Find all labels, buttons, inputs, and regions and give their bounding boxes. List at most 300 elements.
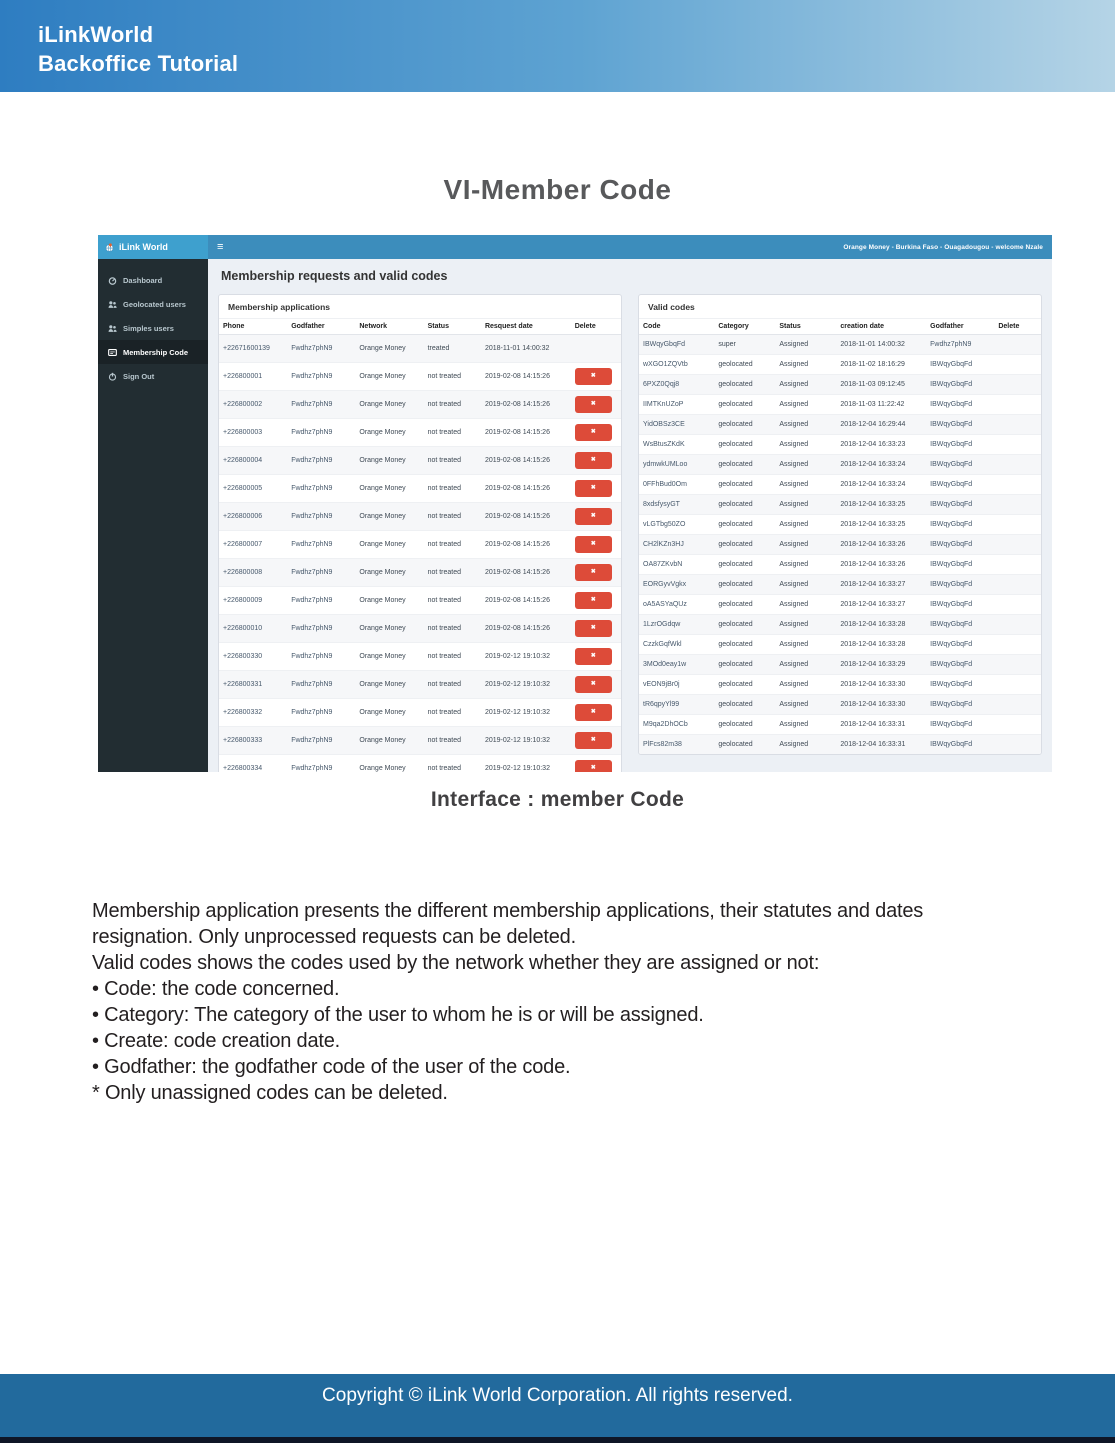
- cell-category: geolocated: [714, 515, 775, 535]
- delete-cell: [571, 363, 621, 391]
- cell-code: 8xdsfysyGT: [639, 495, 714, 515]
- table-row: [639, 355, 1041, 375]
- cell-godfather: IBWqyGbqFd: [926, 415, 994, 435]
- cell-category: geolocated: [714, 635, 775, 655]
- table-row: [219, 335, 621, 363]
- column-header: Phone: [219, 319, 287, 335]
- app-body: [98, 259, 1052, 772]
- delete-cell: [994, 335, 1041, 355]
- cell-godfather: Fwdhz7phN9: [287, 475, 355, 503]
- cell-phone: +226800010: [219, 615, 287, 643]
- table-row: [639, 675, 1041, 695]
- cell-request_date: 2019-02-08 14:15:26: [481, 475, 571, 503]
- cell-request_date: 2019-02-08 14:15:26: [481, 503, 571, 531]
- cell-status: Assigned: [775, 655, 836, 675]
- cell-phone: +226800008: [219, 559, 287, 587]
- cell-godfather: IBWqyGbqFd: [926, 655, 994, 675]
- cell-category: geolocated: [714, 715, 775, 735]
- table-row: [639, 335, 1041, 355]
- cell-creation_date: 2018-12-04 16:33:31: [836, 715, 926, 735]
- cell-phone: +226800003: [219, 419, 287, 447]
- panel-title: Membership applications: [219, 295, 621, 319]
- sidebar-item-label: Geolocated users: [123, 299, 186, 309]
- cell-creation_date: 2018-11-01 14:00:32: [836, 335, 926, 355]
- cell-status: not treated: [424, 587, 481, 615]
- cell-godfather: IBWqyGbqFd: [926, 355, 994, 375]
- cell-code: WsBtusZKdK: [639, 435, 714, 455]
- cell-code: ydmwkUMLoo: [639, 455, 714, 475]
- cell-status: Assigned: [775, 595, 836, 615]
- description-line: • Create: code creation date.: [92, 1030, 341, 1052]
- description-line: Membership application presents the different membership applications, their statutes and dates: [92, 900, 924, 922]
- cell-status: not treated: [424, 503, 481, 531]
- banner-subtitle: Backoffice Tutorial: [38, 51, 239, 76]
- delete-cell: [571, 335, 621, 363]
- users-icon: [108, 324, 117, 333]
- cell-status: Assigned: [775, 735, 836, 755]
- cell-creation_date: 2018-12-04 16:33:27: [836, 575, 926, 595]
- delete-cell: [994, 635, 1041, 655]
- delete-button[interactable]: ✖: [575, 480, 612, 497]
- cell-network: Orange Money: [355, 615, 423, 643]
- tutorial-banner: [0, 0, 1115, 92]
- sidebar-item-label: Membership Code: [123, 347, 189, 357]
- banner-title: iLinkWorld: [38, 22, 154, 47]
- cell-category: geolocated: [714, 355, 775, 375]
- globe-pin-icon: [105, 243, 114, 252]
- table-row: [639, 495, 1041, 515]
- cell-creation_date: 2018-12-04 16:33:26: [836, 535, 926, 555]
- cell-category: geolocated: [714, 395, 775, 415]
- delete-button[interactable]: ✖: [575, 424, 612, 441]
- cell-status: Assigned: [775, 435, 836, 455]
- cell-status: Assigned: [775, 495, 836, 515]
- cell-creation_date: 2018-11-02 18:16:29: [836, 355, 926, 375]
- description-line: Valid codes shows the codes used by the network whether they are assigned or not:: [92, 952, 820, 974]
- page-title: VI-Member Code: [443, 174, 672, 205]
- cell-status: Assigned: [775, 335, 836, 355]
- cell-godfather: Fwdhz7phN9: [287, 699, 355, 727]
- delete-cell: [571, 699, 621, 727]
- cell-code: IIMTKnUZoP: [639, 395, 714, 415]
- table-row: [639, 515, 1041, 535]
- delete-cell: [994, 715, 1041, 735]
- delete-cell: [571, 531, 621, 559]
- column-header: Resquest date: [481, 319, 571, 335]
- cell-status: not treated: [424, 391, 481, 419]
- valid-codes-panel: [638, 294, 1042, 755]
- description-text: [92, 898, 1052, 1106]
- delete-cell: [994, 555, 1041, 575]
- cell-status: Assigned: [775, 635, 836, 655]
- column-header: Delete: [994, 319, 1041, 335]
- cell-category: geolocated: [714, 495, 775, 515]
- delete-cell: [571, 727, 621, 755]
- delete-button[interactable]: ✖: [575, 536, 612, 553]
- column-header: Code: [639, 319, 714, 335]
- table-row: [219, 699, 621, 727]
- membership-applications-panel: [218, 294, 622, 772]
- cell-code: 3MOd0eay1w: [639, 655, 714, 675]
- dashboard-icon: [108, 276, 117, 285]
- table-row: [639, 655, 1041, 675]
- cell-creation_date: 2018-12-04 16:33:26: [836, 555, 926, 575]
- column-header: Category: [714, 319, 775, 335]
- table-row: [219, 559, 621, 587]
- description-line: • Godfather: the godfather code of the user of the code.: [92, 1056, 571, 1078]
- cell-creation_date: 2018-11-03 09:12:45: [836, 375, 926, 395]
- cell-status: Assigned: [775, 515, 836, 535]
- cell-network: Orange Money: [355, 391, 423, 419]
- column-header: Status: [775, 319, 836, 335]
- cell-godfather: IBWqyGbqFd: [926, 535, 994, 555]
- cell-request_date: 2019-02-12 19:10:32: [481, 699, 571, 727]
- content-heading: Membership requests and valid codes: [221, 269, 448, 283]
- cell-request_date: 2019-02-08 14:15:26: [481, 531, 571, 559]
- cell-request_date: 2019-02-08 14:15:26: [481, 615, 571, 643]
- delete-cell: [994, 355, 1041, 375]
- navbar-user-info: Orange Money - Burkina Faso - Ouagadougou - welcome Nzale: [843, 243, 1043, 251]
- cell-network: Orange Money: [355, 671, 423, 699]
- cell-category: geolocated: [714, 735, 775, 755]
- cell-network: Orange Money: [355, 531, 423, 559]
- cell-category: geolocated: [714, 675, 775, 695]
- delete-button[interactable]: ✖: [575, 704, 612, 721]
- delete-cell: [994, 415, 1041, 435]
- delete-cell: [571, 643, 621, 671]
- cell-network: Orange Money: [355, 727, 423, 755]
- table-row: [219, 475, 621, 503]
- cell-code: 1LzrOGdqw: [639, 615, 714, 635]
- cell-phone: +226800330: [219, 643, 287, 671]
- delete-cell: [571, 755, 621, 773]
- cell-network: Orange Money: [355, 335, 423, 363]
- cell-category: geolocated: [714, 475, 775, 495]
- delete-cell: [994, 575, 1041, 595]
- delete-button[interactable]: ✖: [575, 452, 612, 469]
- cell-godfather: Fwdhz7phN9: [287, 335, 355, 363]
- cell-godfather: Fwdhz7phN9: [926, 335, 994, 355]
- cell-status: Assigned: [775, 375, 836, 395]
- cell-network: Orange Money: [355, 503, 423, 531]
- brand-label: iLink World: [119, 242, 168, 252]
- cell-phone: +226800333: [219, 727, 287, 755]
- cell-status: not treated: [424, 363, 481, 391]
- cell-category: geolocated: [714, 695, 775, 715]
- app-screenshot: [98, 235, 1052, 772]
- delete-cell: [571, 503, 621, 531]
- table-row: [639, 435, 1041, 455]
- table-row: [219, 363, 621, 391]
- cell-status: not treated: [424, 643, 481, 671]
- delete-cell: [994, 495, 1041, 515]
- cell-code: 0FFhBud0Om: [639, 475, 714, 495]
- table-row: [639, 535, 1041, 555]
- table-row: [639, 555, 1041, 575]
- cell-godfather: Fwdhz7phN9: [287, 391, 355, 419]
- cell-status: Assigned: [775, 575, 836, 595]
- delete-button[interactable]: ✖: [575, 648, 612, 665]
- app-header: [98, 235, 1052, 259]
- cell-creation_date: 2018-12-04 16:33:23: [836, 435, 926, 455]
- delete-button[interactable]: ✖: [575, 508, 612, 525]
- delete-button[interactable]: ✖: [575, 396, 612, 413]
- cell-status: not treated: [424, 447, 481, 475]
- column-header: Status: [424, 319, 481, 335]
- cell-status: not treated: [424, 475, 481, 503]
- cell-phone: +226800001: [219, 363, 287, 391]
- cell-godfather: IBWqyGbqFd: [926, 595, 994, 615]
- cell-creation_date: 2018-12-04 16:33:27: [836, 595, 926, 615]
- cell-request_date: 2019-02-08 14:15:26: [481, 363, 571, 391]
- cell-creation_date: 2018-12-04 16:33:28: [836, 635, 926, 655]
- cell-godfather: IBWqyGbqFd: [926, 675, 994, 695]
- table-row: [219, 755, 621, 773]
- cell-code: tR6qpyYl99: [639, 695, 714, 715]
- cell-godfather: Fwdhz7phN9: [287, 531, 355, 559]
- cell-phone: +226800006: [219, 503, 287, 531]
- cell-phone: +226800007: [219, 531, 287, 559]
- cell-status: Assigned: [775, 535, 836, 555]
- cell-network: Orange Money: [355, 475, 423, 503]
- cell-code: IBWqyGbqFd: [639, 335, 714, 355]
- column-header: Delete: [571, 319, 621, 335]
- table-row: [219, 531, 621, 559]
- cell-godfather: IBWqyGbqFd: [926, 575, 994, 595]
- brand[interactable]: [98, 235, 208, 259]
- table-row: [639, 635, 1041, 655]
- table-row: [219, 587, 621, 615]
- cell-creation_date: 2018-12-04 16:29:44: [836, 415, 926, 435]
- cell-category: geolocated: [714, 575, 775, 595]
- delete-cell: [571, 391, 621, 419]
- cell-status: not treated: [424, 699, 481, 727]
- description-line: * Only unassigned codes can be deleted.: [92, 1082, 448, 1104]
- cell-godfather: Fwdhz7phN9: [287, 363, 355, 391]
- cell-status: not treated: [424, 615, 481, 643]
- table-row: [219, 727, 621, 755]
- cell-godfather: IBWqyGbqFd: [926, 635, 994, 655]
- cell-godfather: IBWqyGbqFd: [926, 555, 994, 575]
- delete-button[interactable]: ✖: [575, 760, 612, 772]
- cell-godfather: IBWqyGbqFd: [926, 695, 994, 715]
- cell-creation_date: 2018-12-04 16:33:25: [836, 515, 926, 535]
- copyright-text: Copyright © iLink World Corporation. All rights reserved.: [322, 1385, 793, 1406]
- membership-applications-table: [219, 319, 621, 772]
- page-footer: [0, 1374, 1115, 1443]
- cell-code: CzzkGqfWkl: [639, 635, 714, 655]
- cell-godfather: IBWqyGbqFd: [926, 615, 994, 635]
- delete-button[interactable]: ✖: [575, 676, 612, 693]
- delete-button[interactable]: ✖: [575, 368, 612, 385]
- cell-category: geolocated: [714, 415, 775, 435]
- cell-status: not treated: [424, 727, 481, 755]
- users-icon: [108, 300, 117, 309]
- cell-creation_date: 2018-11-03 11:22:42: [836, 395, 926, 415]
- table-row: [639, 455, 1041, 475]
- cell-status: not treated: [424, 531, 481, 559]
- hamburger-menu-icon[interactable]: ≡: [217, 240, 224, 253]
- table-row: [639, 615, 1041, 635]
- table-row: [219, 447, 621, 475]
- cell-category: geolocated: [714, 455, 775, 475]
- cell-status: not treated: [424, 671, 481, 699]
- cell-network: Orange Money: [355, 447, 423, 475]
- cell-network: Orange Money: [355, 419, 423, 447]
- cell-status: not treated: [424, 419, 481, 447]
- cell-request_date: 2019-02-12 19:10:32: [481, 671, 571, 699]
- sidebar-item-sign-out[interactable]: [98, 364, 208, 388]
- cell-network: Orange Money: [355, 755, 423, 773]
- sidebar-item-membership-code[interactable]: [98, 340, 208, 364]
- cell-phone: +226800004: [219, 447, 287, 475]
- cell-godfather: Fwdhz7phN9: [287, 503, 355, 531]
- sidebar-item-label: Simples users: [123, 323, 174, 333]
- cell-godfather: IBWqyGbqFd: [926, 715, 994, 735]
- cell-category: super: [714, 335, 775, 355]
- cell-godfather: IBWqyGbqFd: [926, 495, 994, 515]
- column-header: Godfather: [287, 319, 355, 335]
- cell-phone: +22671600139: [219, 335, 287, 363]
- screenshot-caption: Interface : member Code: [430, 788, 685, 811]
- cell-godfather: Fwdhz7phN9: [287, 727, 355, 755]
- cell-creation_date: 2018-12-04 16:33:31: [836, 735, 926, 755]
- cell-status: Assigned: [775, 675, 836, 695]
- cell-godfather: IBWqyGbqFd: [926, 475, 994, 495]
- delete-button[interactable]: ✖: [575, 620, 612, 637]
- delete-cell: [571, 447, 621, 475]
- delete-button[interactable]: ✖: [575, 732, 612, 749]
- cell-godfather: IBWqyGbqFd: [926, 435, 994, 455]
- top-navbar: [208, 235, 1052, 259]
- cell-godfather: Fwdhz7phN9: [287, 615, 355, 643]
- cell-godfather: IBWqyGbqFd: [926, 735, 994, 755]
- cell-phone: +226800334: [219, 755, 287, 773]
- description-line: resignation. Only unprocessed requests can be deleted.: [92, 926, 576, 948]
- cell-godfather: IBWqyGbqFd: [926, 515, 994, 535]
- cell-code: vEON9jBr0j: [639, 675, 714, 695]
- delete-cell: [994, 655, 1041, 675]
- delete-button[interactable]: ✖: [575, 592, 612, 609]
- cell-creation_date: 2018-12-04 16:33:24: [836, 455, 926, 475]
- footer-strip: [0, 1437, 1115, 1443]
- cell-request_date: 2019-02-12 19:10:32: [481, 727, 571, 755]
- cell-status: Assigned: [775, 475, 836, 495]
- cell-request_date: 2019-02-08 14:15:26: [481, 419, 571, 447]
- cell-phone: +226800005: [219, 475, 287, 503]
- cell-code: CH2lKZn3HJ: [639, 535, 714, 555]
- cell-godfather: Fwdhz7phN9: [287, 671, 355, 699]
- delete-cell: [571, 671, 621, 699]
- panel-title: Valid codes: [639, 295, 1041, 319]
- cell-godfather: Fwdhz7phN9: [287, 447, 355, 475]
- sidebar-item-label: Dashboard: [123, 275, 163, 285]
- cell-status: Assigned: [775, 415, 836, 435]
- delete-cell: [994, 435, 1041, 455]
- delete-cell: [571, 559, 621, 587]
- column-header: creation date: [836, 319, 926, 335]
- cell-request_date: 2019-02-08 14:15:26: [481, 447, 571, 475]
- cell-network: Orange Money: [355, 643, 423, 671]
- sidebar-item-simples-users[interactable]: [98, 316, 208, 340]
- cell-code: M9qa2DhOCb: [639, 715, 714, 735]
- sidebar: [98, 259, 208, 772]
- column-header: Godfather: [926, 319, 994, 335]
- cell-phone: +226800002: [219, 391, 287, 419]
- delete-button[interactable]: ✖: [575, 564, 612, 581]
- cell-network: Orange Money: [355, 363, 423, 391]
- cell-network: Orange Money: [355, 587, 423, 615]
- cell-status: Assigned: [775, 695, 836, 715]
- table-row: [639, 415, 1041, 435]
- delete-cell: [994, 475, 1041, 495]
- cell-request_date: 2019-02-08 14:15:26: [481, 559, 571, 587]
- cell-category: geolocated: [714, 555, 775, 575]
- cell-phone: +226800009: [219, 587, 287, 615]
- cell-code: 6PXZ0Qqj8: [639, 375, 714, 395]
- cell-request_date: 2019-02-08 14:15:26: [481, 587, 571, 615]
- cell-status: Assigned: [775, 555, 836, 575]
- cell-code: wXGO1ZQVtb: [639, 355, 714, 375]
- delete-cell: [994, 675, 1041, 695]
- cell-code: EORGyvVgkx: [639, 575, 714, 595]
- cell-godfather: IBWqyGbqFd: [926, 375, 994, 395]
- table-row: [219, 419, 621, 447]
- column-header: Network: [355, 319, 423, 335]
- cell-code: vLGTbg50ZO: [639, 515, 714, 535]
- cell-status: Assigned: [775, 615, 836, 635]
- id-card-icon: [108, 348, 117, 357]
- cell-godfather: Fwdhz7phN9: [287, 643, 355, 671]
- cell-category: geolocated: [714, 615, 775, 635]
- cell-status: Assigned: [775, 355, 836, 375]
- sidebar-item-dashboard[interactable]: [98, 268, 208, 292]
- table-row: [639, 475, 1041, 495]
- table-row: [219, 643, 621, 671]
- cell-creation_date: 2018-12-04 16:33:30: [836, 695, 926, 715]
- cell-category: geolocated: [714, 655, 775, 675]
- cell-godfather: IBWqyGbqFd: [926, 455, 994, 475]
- delete-cell: [571, 419, 621, 447]
- cell-network: Orange Money: [355, 699, 423, 727]
- table-row: [639, 695, 1041, 715]
- delete-cell: [994, 455, 1041, 475]
- table-row: [219, 391, 621, 419]
- cell-status: treated: [424, 335, 481, 363]
- cell-godfather: Fwdhz7phN9: [287, 755, 355, 773]
- delete-cell: [994, 695, 1041, 715]
- cell-status: Assigned: [775, 395, 836, 415]
- delete-cell: [571, 475, 621, 503]
- delete-cell: [994, 535, 1041, 555]
- cell-code: PlFcs82m38: [639, 735, 714, 755]
- delete-cell: [571, 615, 621, 643]
- sidebar-item-label: Sign Out: [123, 371, 155, 381]
- delete-cell: [994, 375, 1041, 395]
- cell-phone: +226800331: [219, 671, 287, 699]
- cell-creation_date: 2018-12-04 16:33:29: [836, 655, 926, 675]
- sidebar-item-geolocated-users[interactable]: [98, 292, 208, 316]
- cell-code: YidOBSz3CE: [639, 415, 714, 435]
- delete-cell: [994, 395, 1041, 415]
- delete-cell: [994, 735, 1041, 755]
- table-row: [639, 715, 1041, 735]
- table-row: [639, 735, 1041, 755]
- cell-category: geolocated: [714, 435, 775, 455]
- delete-cell: [571, 587, 621, 615]
- delete-cell: [994, 595, 1041, 615]
- cell-request_date: 2019-02-08 14:15:26: [481, 391, 571, 419]
